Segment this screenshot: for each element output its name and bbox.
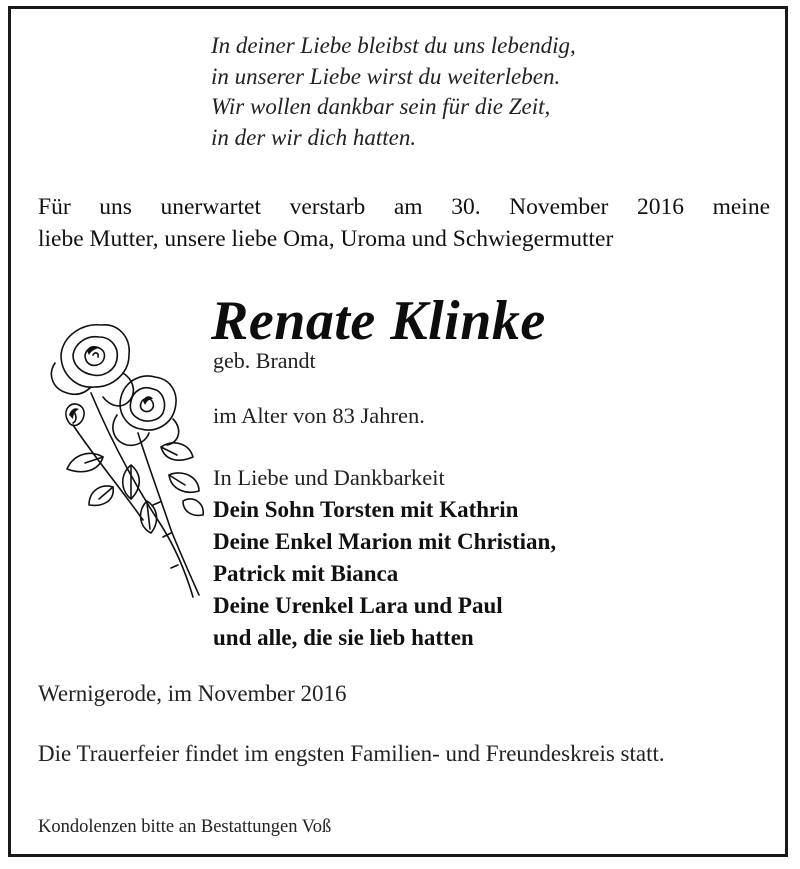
- announcement-line: liebe Mutter, unsere liebe Oma, Uroma und Schwiegermutter: [38, 226, 614, 252]
- announcement-line: Für uns unerwartet verstarb am 30. November 2016 meine: [38, 194, 770, 220]
- poem-line: in der wir dich hatten.: [211, 124, 417, 150]
- mourners-intro: In Liebe und Dankbarkeit: [213, 465, 445, 490]
- mourners-block: [213, 462, 556, 654]
- condolence-note: Kondolenzen bitte an Bestattungen Voß: [38, 817, 332, 837]
- place-date: Wernigerode, im November 2016: [38, 681, 347, 706]
- mourner-line: Deine Urenkel Lara und Paul: [213, 593, 503, 618]
- mourner-line: Dein Sohn Torsten mit Kathrin: [213, 497, 519, 522]
- age-text: im Alter von 83 Jahren.: [213, 403, 425, 428]
- poem-line: in unserer Liebe wirst du weiterleben.: [211, 63, 561, 89]
- obituary-card: [8, 6, 788, 857]
- mourner-line: Deine Enkel Marion mit Christian,: [213, 529, 557, 554]
- maiden-name: geb. Brandt: [213, 348, 316, 373]
- mourner-line: und alle, die sie lieb hatten: [213, 625, 474, 650]
- poem-line: In deiner Liebe bleibst du uns lebendig,: [211, 33, 576, 58]
- funeral-note: Die Trauerfeier findet im engsten Familien- und Freundeskreis statt.: [38, 741, 665, 766]
- poem-line: Wir wollen dankbar sein für die Zeit,: [211, 94, 551, 119]
- rose-icon: [43, 315, 208, 605]
- death-announcement: [38, 191, 770, 255]
- deceased-name: Renate Klinke: [211, 290, 546, 352]
- poem: [211, 31, 576, 153]
- mourner-line: Patrick mit Bianca: [213, 561, 399, 586]
